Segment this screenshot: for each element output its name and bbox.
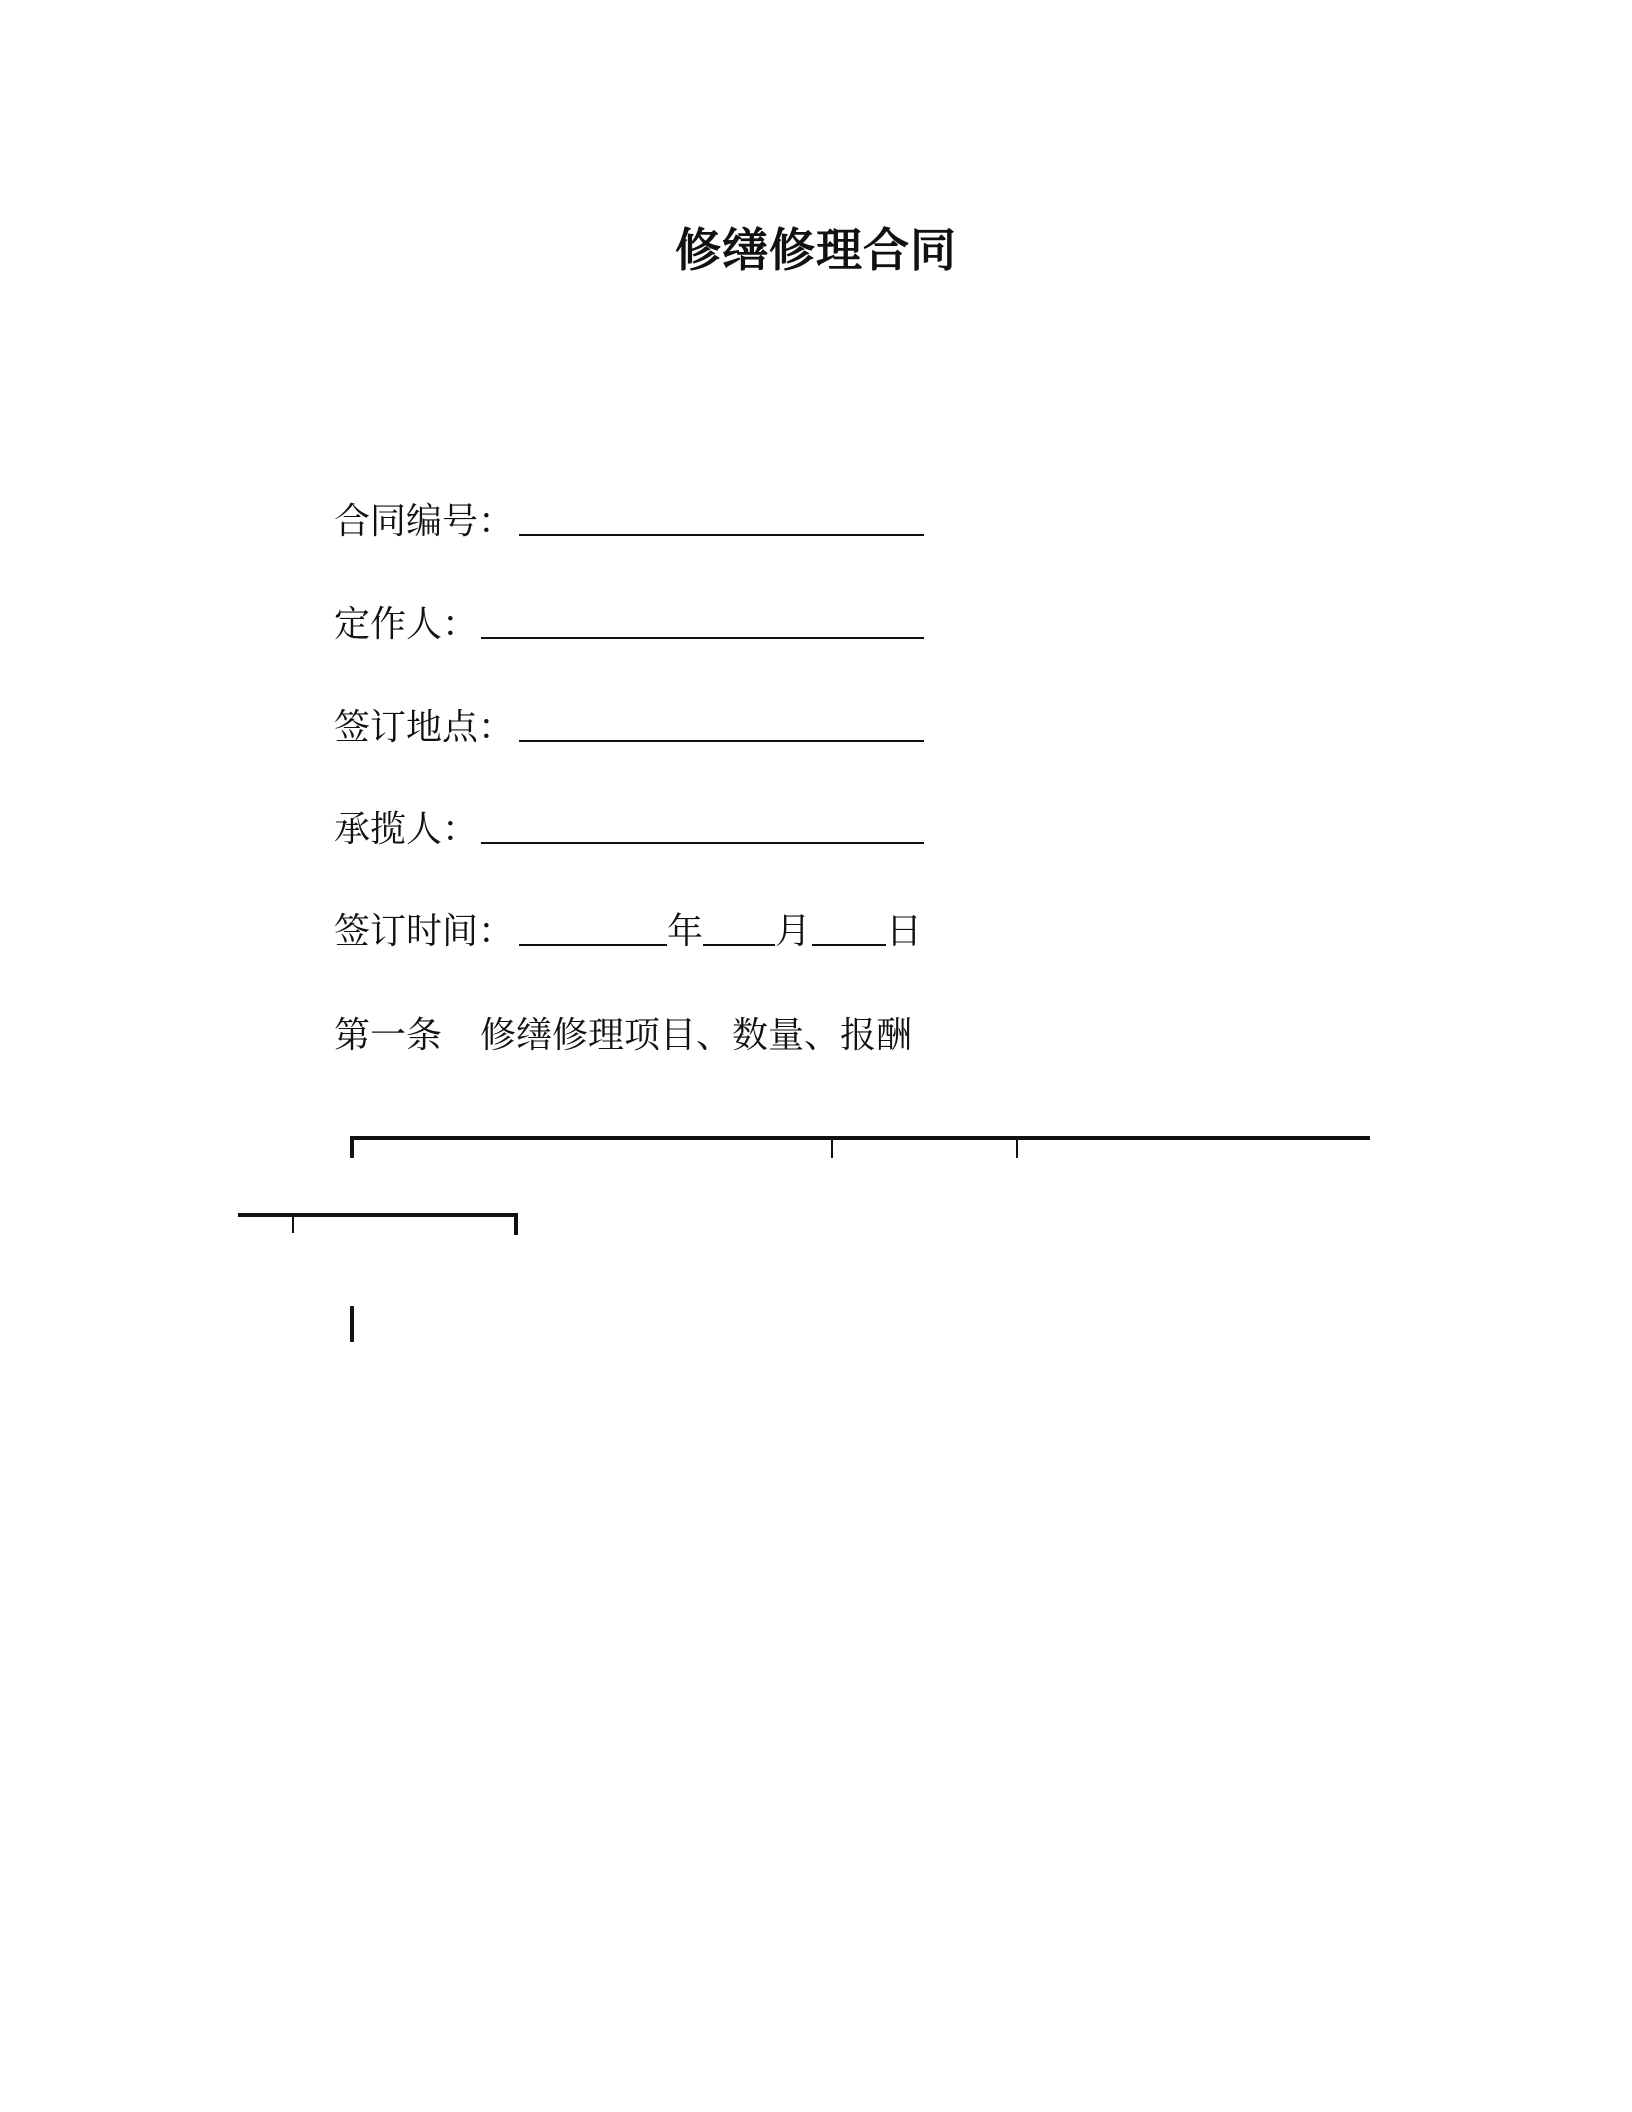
orderer-blank[interactable] <box>481 603 924 639</box>
table-second-tick <box>292 1215 294 1233</box>
section-1-heading <box>334 1014 912 1058</box>
orderer-label: 定作人： <box>334 604 479 645</box>
month-unit: 月 <box>775 911 812 952</box>
contractor-blank[interactable] <box>481 808 924 844</box>
section-1-title: 修缮修理项目、数量、报酬 <box>480 1015 913 1056</box>
table-second-right-tick <box>514 1213 518 1235</box>
table-column-tick-2 <box>1016 1138 1018 1158</box>
day-unit: 日 <box>886 911 923 952</box>
table-left-tick <box>350 1136 354 1158</box>
contractor-label: 承揽人： <box>334 809 479 850</box>
signing-day-blank[interactable] <box>812 910 886 946</box>
contract-number-label: 合同编号： <box>334 501 515 542</box>
table-top-border <box>350 1136 1370 1140</box>
year-unit: 年 <box>667 911 704 952</box>
signing-place-blank[interactable] <box>519 706 924 742</box>
signing-time-label: 签订时间： <box>334 911 515 952</box>
signing-year-blank[interactable] <box>519 910 667 946</box>
contract-number-blank[interactable] <box>519 500 924 536</box>
signing-month-blank[interactable] <box>703 910 775 946</box>
section-1-number: 第一条 <box>334 1015 443 1056</box>
signing-place-label: 签订地点： <box>334 707 515 748</box>
table-column-tick-1 <box>831 1138 833 1158</box>
table-left-border-fragment <box>350 1306 354 1342</box>
table-second-border <box>238 1213 518 1217</box>
document-title: 修缮修理合同 <box>675 223 957 277</box>
